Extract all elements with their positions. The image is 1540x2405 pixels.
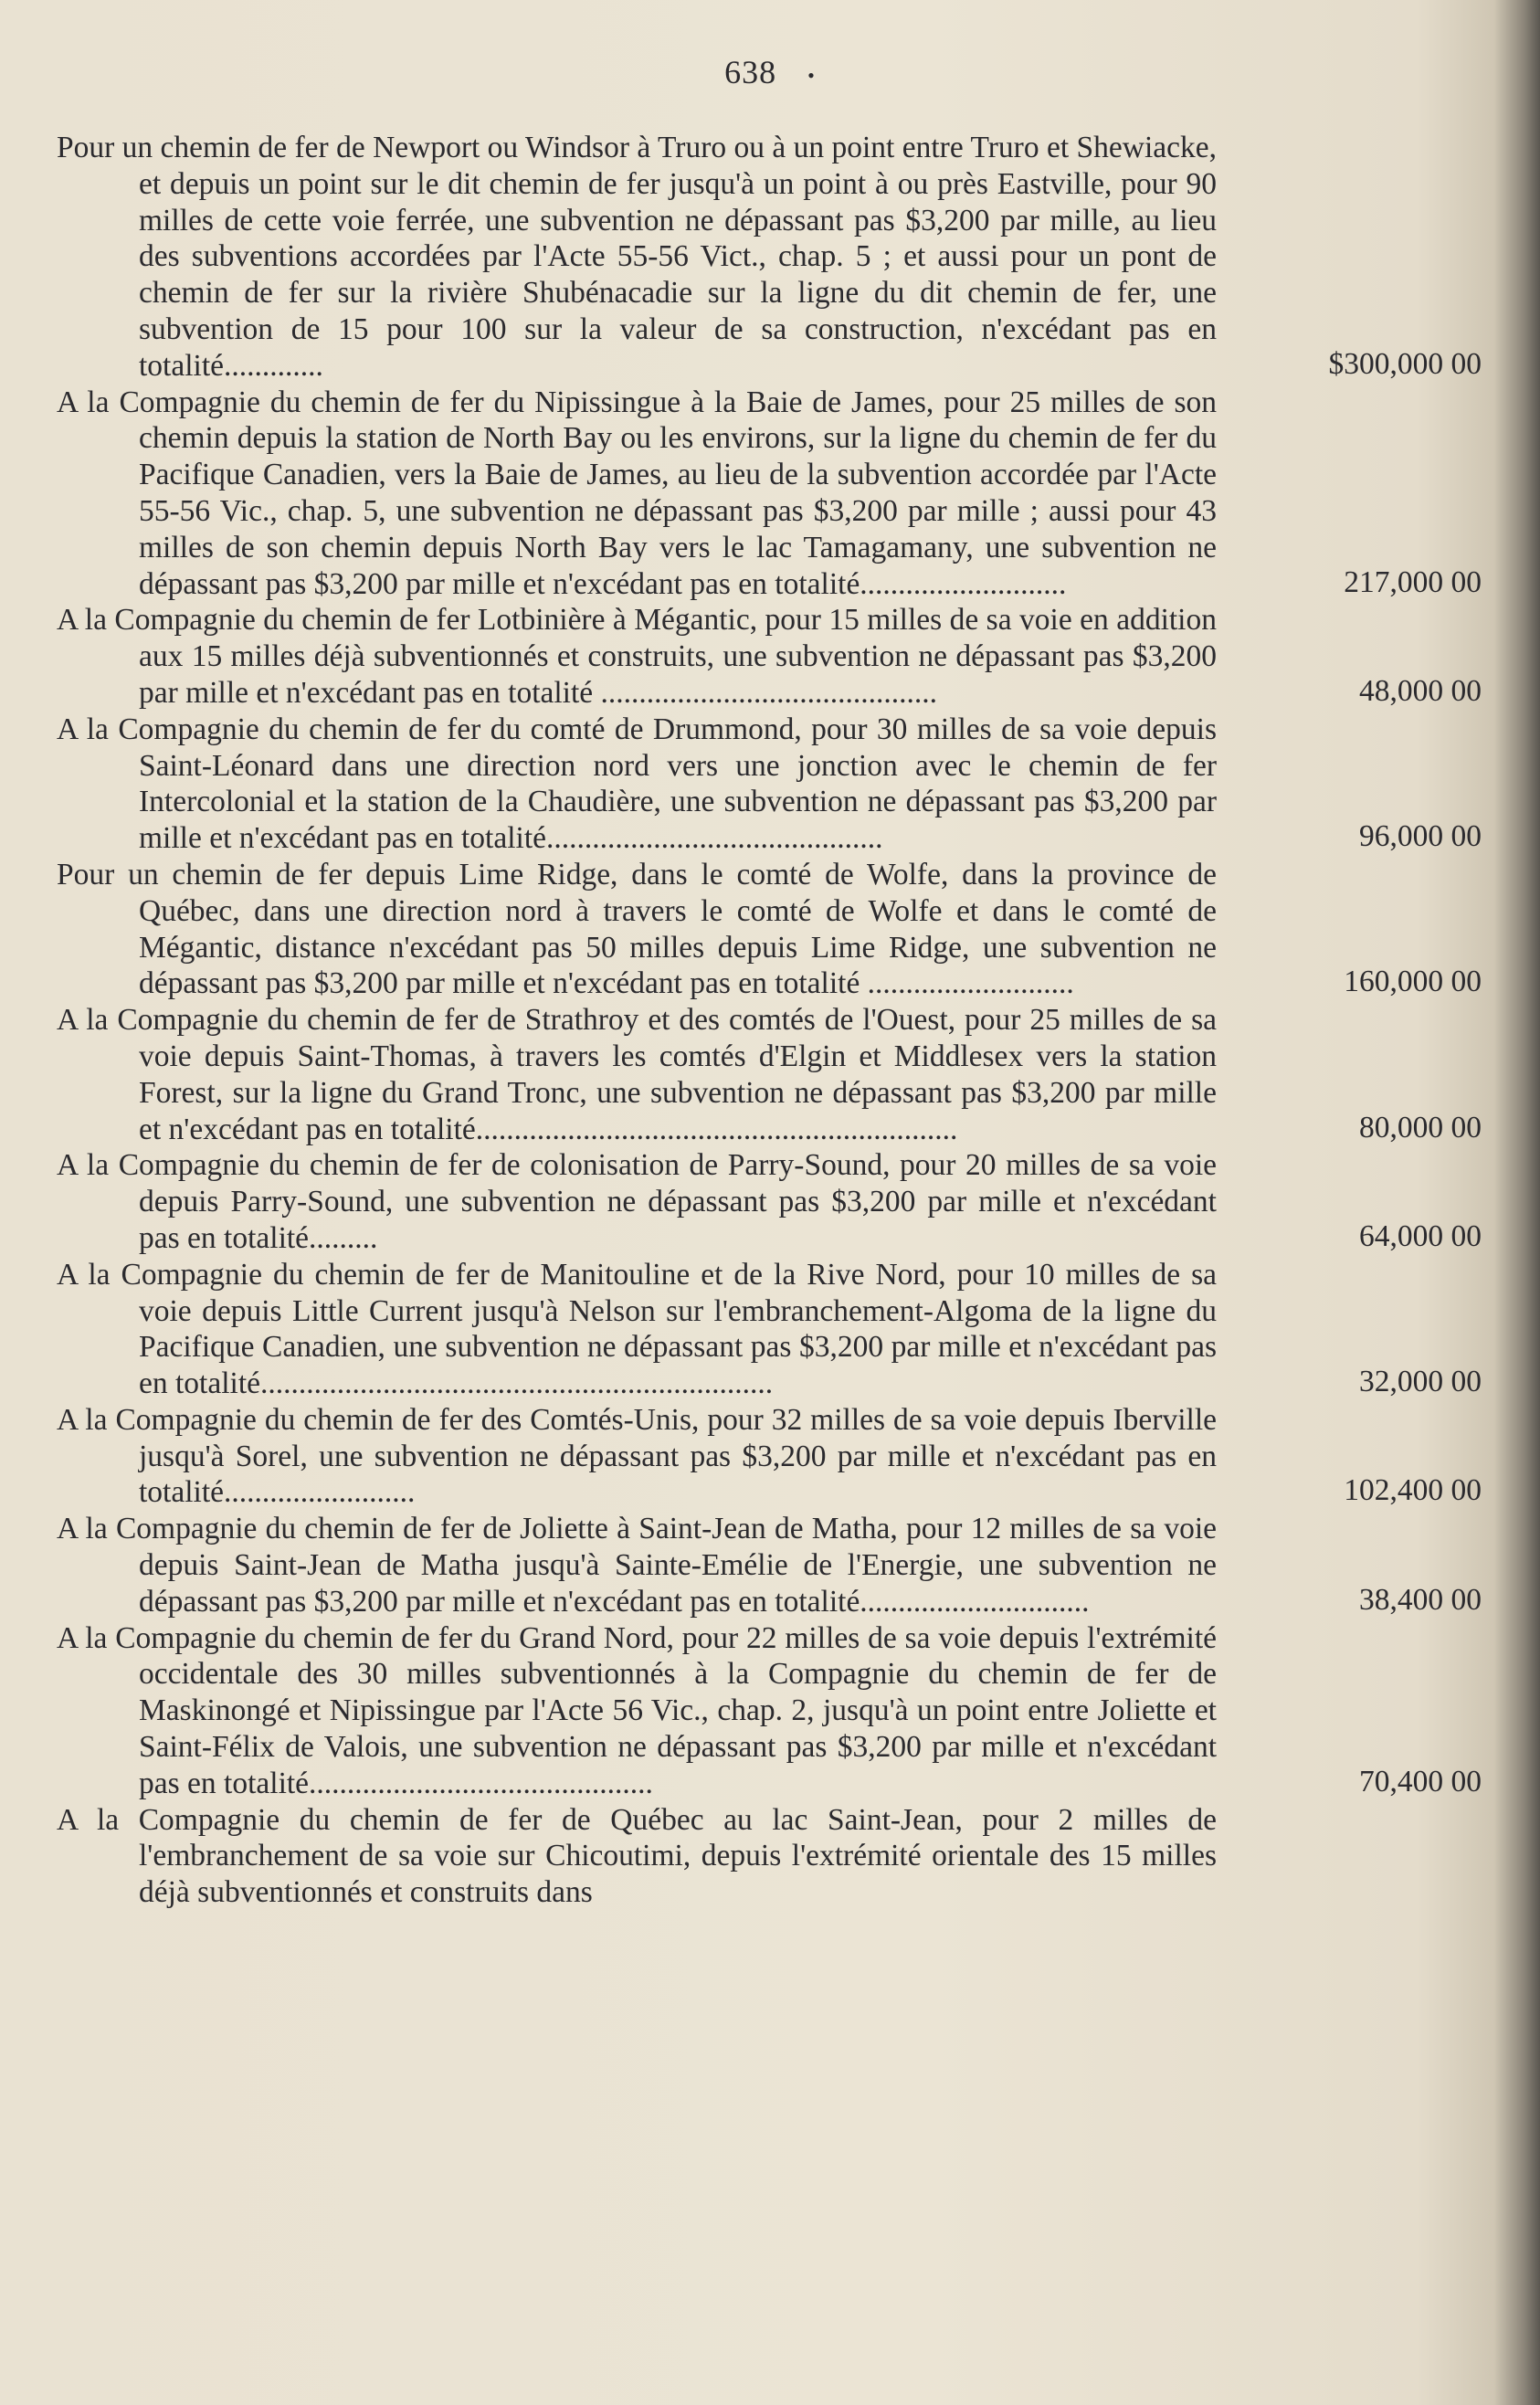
entry-amount: 160,000 00: [1344, 965, 1482, 999]
subsidy-entry-strathroy: [57, 1002, 1482, 1147]
entry-amount: 64,000 00: [1359, 1218, 1482, 1253]
entry-amount: 48,000 00: [1359, 673, 1482, 708]
subsidy-entry-lime-ridge: [57, 857, 1482, 1002]
entry-text: A la Compagnie du chemin de fer Lotbinière à Mégantic, pour 15 milles de sa voie en addition aux 15 milles déjà subventionnés et construits, une subvention ne dépassant pas $3,200 par mille et n'excédant pas en totalité ............................................: [57, 603, 1217, 710]
page-number: [0, 53, 1540, 91]
entry-amount: 32,000 00: [1359, 1365, 1482, 1399]
entry-amount: 80,000 00: [1359, 1110, 1482, 1144]
subsidy-entry-newport-windsor: [57, 130, 1482, 385]
subsidy-entry-nipissingue-baie-james: [57, 385, 1482, 603]
entry-text: A la Compagnie du chemin de fer de Strathroy et des comtés de l'Ouest, pour 25 milles de sa voie depuis Saint-Thomas, à travers les comtés d'Elgin et Middlesex vers la station Forest, sur la ligne du Grand Tronc, une subvention ne dépassant pas $3,200 par mille et n'excédant pas en totalité...............................................................: [57, 1003, 1217, 1146]
entry-amount: [1217, 1909, 1482, 1911]
subsidy-entry-manitouline: [57, 1257, 1482, 1402]
subsidy-list: [57, 130, 1482, 1911]
entry-amount: 102,400 00: [1344, 1473, 1482, 1508]
subsidy-entry-quebec-lac-saint-jean: [57, 1802, 1482, 1911]
entry-amount: $300,000 00: [1328, 346, 1482, 381]
subsidy-entry-comtes-unis: [57, 1402, 1482, 1511]
entry-amount: 70,400 00: [1359, 1764, 1482, 1798]
page-mark: •: [807, 63, 816, 87]
entry-text: A la Compagnie du chemin de fer du Nipissingue à la Baie de James, pour 25 milles de son chemin depuis la station de North Bay ou les environs, sur la ligne du chemin de fer du Pacifique Canadien, vers la Baie de James, au lieu de la subvention accordée par l'Acte 55-56 Vic., chap. 5, une subvention ne dépassant pas $3,200 par mille ; aussi pour 43 milles de son chemin depuis North Bay vers le lac Tamagamany, une subvention ne dépassant pas $3,200 par mille et n'excédant pas en totalité...........................: [57, 385, 1217, 601]
entry-text: A la Compagnie du chemin de fer de Québec au lac Saint-Jean, pour 2 milles de l'embranchement de sa voie sur Chicoutimi, depuis l'extrémité orientale des 15 milles déjà subventionnés et construits dans: [57, 1802, 1217, 1910]
subsidy-entry-drummond: [57, 712, 1482, 857]
entry-text: Pour un chemin de fer depuis Lime Ridge, dans le comté de Wolfe, dans la province de Québec, dans une direction nord à travers le comté de Wolfe et dans le comté de Mégantic, distance n'excédant pas 50 milles depuis Lime Ridge, une subvention ne dépassant pas $3,200 par mille et n'excédant pas en totalité ...........................: [57, 857, 1217, 1001]
entry-amount: 38,400 00: [1359, 1582, 1482, 1617]
entry-text: A la Compagnie du chemin de fer du Grand Nord, pour 22 milles de sa voie depuis l'extrémité occidentale des 30 milles subventionnés à la Compagnie du chemin de fer de Maskinongé et Nipissingue par l'Acte 56 Vic., chap. 2, jusqu'à un point entre Joliette et Saint-Félix de Valois, une subvention ne dépassant pas $3,200 par mille et n'excédant pas en totalité.............................................: [57, 1620, 1217, 1800]
entry-text: A la Compagnie du chemin de fer de Manitouline et de la Rive Nord, pour 10 milles de sa voie depuis Little Current jusqu'à Nelson sur l'embranchement-Algoma de la ligne du Pacifique Canadien, une subvention ne dépassant pas $3,200 par mille et n'excédant pas en totalité...................................................................: [57, 1257, 1217, 1401]
entry-amount: 217,000 00: [1344, 564, 1482, 599]
entry-text: A la Compagnie du chemin de fer de Joliette à Saint-Jean de Matha, pour 12 milles de sa voie depuis Saint-Jean de Matha jusqu'à Sainte-Emélie de l'Energie, une subvention ne dépassant pas $3,200 par mille et n'excédant pas en totalité..............................: [57, 1512, 1217, 1619]
entry-text: A la Compagnie du chemin de fer des Comtés-Unis, pour 32 milles de sa voie depuis Iberville jusqu'à Sorel, une subvention ne dépassant pas $3,200 par mille et n'excédant pas en totalité.........................: [57, 1402, 1217, 1510]
entry-text: Pour un chemin de fer de Newport ou Windsor à Truro ou à un point entre Truro et Shewiacke, et depuis un point sur le dit chemin de fer jusqu'à un point à ou près Eastville, pour 90 milles de cette voie ferrée, une subvention ne dépassant pas $3,200 par mille, au lieu des subventions accordées par l'Acte 55-56 Vict., chap. 5 ; et aussi pour un pont de chemin de fer sur la rivière Shubénacadie sur la ligne du dit chemin de fer, une subvention de 15 pour 100 sur la valeur de sa construction, n'excédant pas en totalité.............: [57, 131, 1217, 383]
entry-amount: 96,000 00: [1359, 819, 1482, 854]
page-number-text: 638: [724, 54, 777, 90]
subsidy-entry-joliette-matha: [57, 1511, 1482, 1619]
subsidy-entry-parry-sound: [57, 1147, 1482, 1256]
entry-text: A la Compagnie du chemin de fer de colonisation de Parry-Sound, pour 20 milles de sa voie depuis Parry-Sound, une subvention ne dépassant pas $3,200 par mille et n'excédant pas en totalité.........: [57, 1148, 1217, 1255]
subsidy-entry-grand-nord: [57, 1620, 1482, 1802]
subsidy-entry-lotbiniere-megantic: [57, 602, 1482, 711]
entry-text: A la Compagnie du chemin de fer du comté de Drummond, pour 30 milles de sa voie depuis Saint-Léonard dans une direction nord vers une jonction avec le chemin de fer Intercolonial et la station de la Chaudière, une subvention ne dépassant pas $3,200 par mille et n'excédant pas en totalité............................................: [57, 712, 1217, 856]
